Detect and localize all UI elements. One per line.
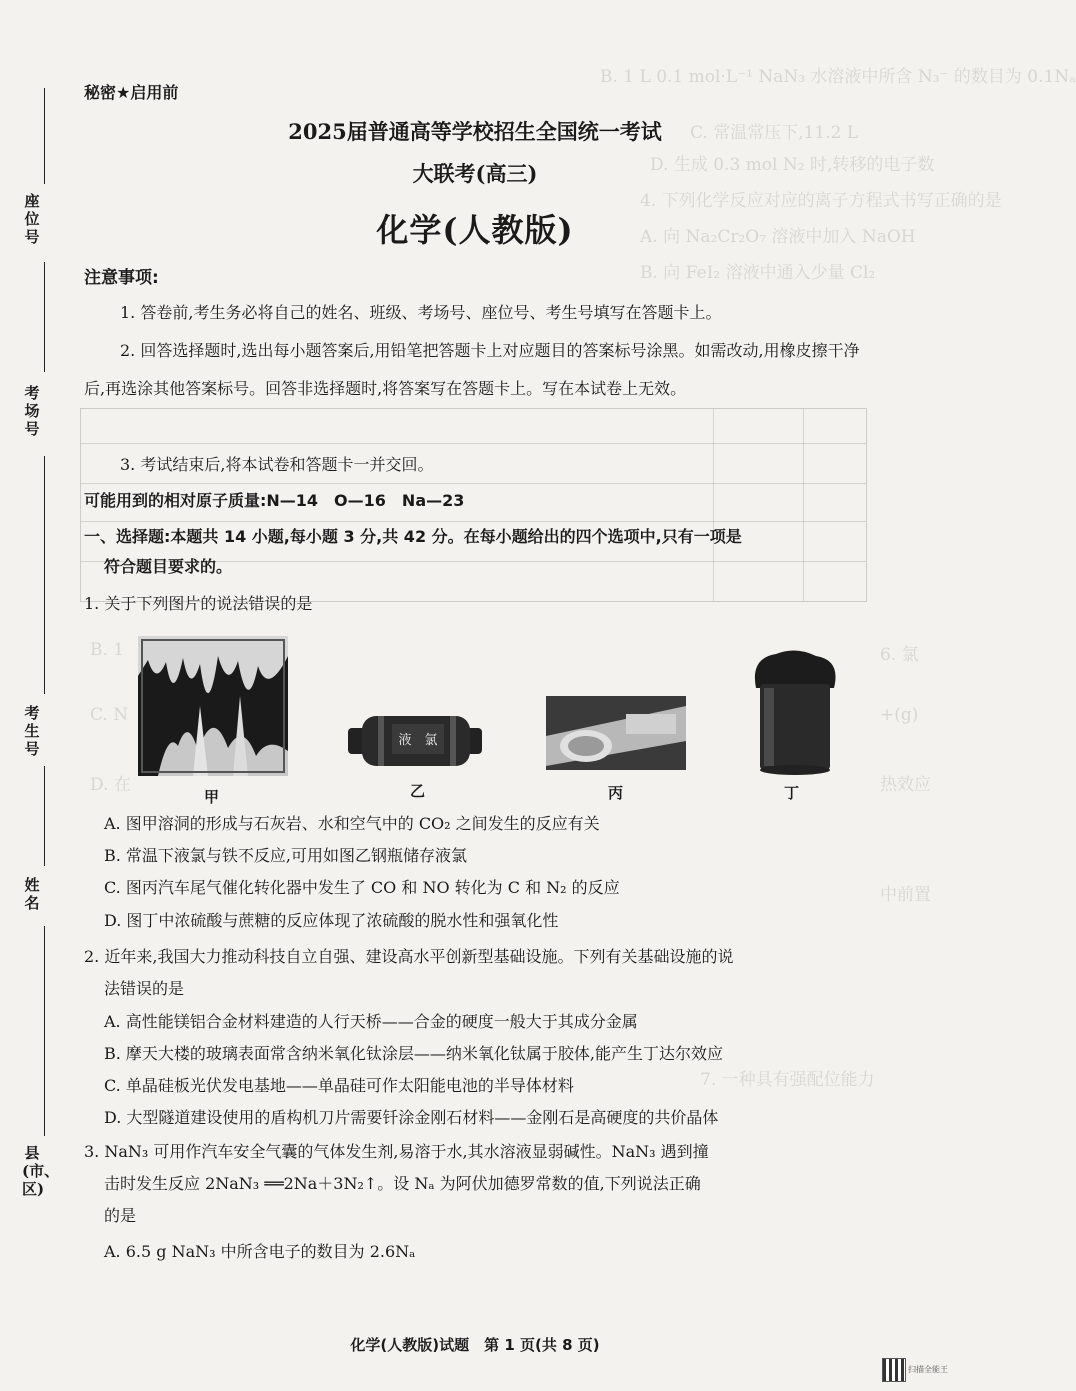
margin-label-seat: 座位号 [24, 192, 40, 246]
bleed-text: 6. 氯 [880, 645, 919, 665]
margin-line [44, 262, 45, 372]
question-2-option-c: C. 单晶硅板光伏发电基地——单晶硅可作太阳能电池的半导体材料 [104, 1076, 574, 1095]
question-1-stem: 1. 关于下列图片的说法错误的是 [84, 594, 313, 613]
note-item: 1. 答卷前,考生务必将自己的姓名、班级、考场号、座位号、考生号填写在答题卡上。 [120, 303, 722, 322]
bleed-text: D. 生成 0.3 mol N₂ 时,转移的电子数 [650, 155, 935, 175]
subject-title: 化学(人教版) [376, 211, 574, 249]
margin-label-room: 考场号 [24, 384, 40, 438]
margin-line [44, 456, 45, 694]
bleed-text: B. 1 [90, 640, 125, 660]
question-2-stem [84, 941, 874, 1005]
sugar-carbonization-photo [746, 648, 842, 776]
cave-photo [138, 636, 288, 776]
caption-jia: 甲 [204, 788, 220, 806]
confidential-mark: 秘密★启用前 [84, 83, 179, 102]
catalytic-converter-photo [546, 696, 686, 770]
bleed-text: 7. 一种具有强配位能力 [700, 1070, 875, 1090]
bleed-text: 4. 下列化学反应对应的离子方程式书写正确的是 [640, 191, 1002, 211]
bleed-text: C. 常温常压下,11.2 L [690, 123, 859, 143]
question-3-option-a: A. 6.5 g NaN₃ 中所含电子的数目为 2.6Nₐ [104, 1242, 416, 1261]
bleed-text: B. 向 FeI₂ 溶液中通入少量 Cl₂ [640, 263, 876, 283]
bleed-text: A. 向 Na₂Cr₂O₇ 溶液中加入 NaOH [640, 227, 916, 247]
margin-label-county: 县(市、区) [22, 1144, 60, 1198]
question-2-option-d: D. 大型隧道建设使用的盾构机刀片需要钎涂金刚石材料——金刚石是高硬度的共价晶体 [104, 1108, 719, 1127]
question-1-option-b: B. 常温下液氯与铁不反应,可用如图乙钢瓶储存液氯 [104, 846, 468, 865]
question-2-stem-line1: 2. 近年来,我国大力推动科技自立自强、建设高水平创新型基础设施。下列有关基础设施的说 [84, 947, 734, 966]
caption-ding: 丁 [784, 784, 800, 802]
margin-label-name: 姓名 [24, 876, 40, 912]
exam-title: 2025届普通高等学校招生全国统一考试 [288, 119, 662, 144]
question-1-option-d: D. 图丁中浓硫酸与蔗糖的反应体现了浓硫酸的脱水性和强氧化性 [104, 911, 559, 930]
question-3-stem [84, 1136, 874, 1232]
note-item: 2. 回答选择题时,选出每小题答案后,用铅笔把答题卡上对应题目的答案标号涂黑。如需改动,用橡皮擦干净后,再选涂其他答案标号。回答非选择题时,将答案写在答题卡上。写在本试卷上无效。 [84, 341, 860, 398]
bleed-text: B. 1 L 0.1 mol·L⁻¹ NaN₃ 水溶液中所含 N₃⁻ 的数目为 0.1Nₐ [600, 67, 1076, 87]
question-3-stem-line1: 3. NaN₃ 可用作汽车安全气囊的气体发生剂,易溶于水,其水溶液显弱碱性。NaN₃ 遇到撞 [84, 1142, 709, 1161]
question-3-stem-line3: 的是 [104, 1206, 137, 1225]
scanner-watermark: 扫描全能王 [908, 1365, 948, 1374]
chlorine-cylinder-photo [346, 710, 486, 770]
note-item: 3. 考试结束后,将本试卷和答题卡一并交回。 [120, 455, 434, 474]
caption-bing: 丙 [608, 784, 624, 802]
bleed-text: C. N [90, 705, 129, 725]
caption-yi: 乙 [410, 782, 426, 800]
question-2-stem-line2: 法错误的是 [104, 979, 185, 998]
qr-code-icon [882, 1358, 906, 1382]
exam-subtitle: 大联考(高三) [412, 161, 538, 186]
cylinder-label: 液 氯 [398, 733, 438, 748]
question-1-option-c: C. 图丙汽车尾气催化转化器中发生了 CO 和 NO 转化为 C 和 N₂ 的反应 [104, 878, 620, 897]
section-heading [84, 522, 874, 582]
section-heading-line1: 一、选择题:本题共 14 小题,每小题 3 分,共 42 分。在每小题给出的四个选项中,只有一项是 [84, 527, 742, 546]
margin-line [44, 926, 45, 1136]
question-1-option-a: A. 图甲溶洞的形成与石灰岩、水和空气中的 CO₂ 之间发生的反应有关 [104, 814, 600, 833]
atomic-masses: 可能用到的相对原子质量:N—14 O—16 Na—23 [84, 491, 465, 510]
bleed-text: D. 在 [90, 775, 131, 795]
bleed-text: +(g) [880, 705, 919, 725]
bleed-text: 中前置 [880, 885, 931, 905]
margin-line [44, 766, 45, 866]
section-heading-line2: 符合题目要求的。 [104, 557, 233, 576]
question-2-option-a: A. 高性能镁铝合金材料建造的人行天桥——合金的硬度一般大于其成分金属 [104, 1012, 638, 1031]
question-2-option-b: B. 摩天大楼的玻璃表面常含纳米氧化钛涂层——纳米氧化钛属于胶体,能产生丁达尔效应 [104, 1044, 724, 1063]
margin-label-student: 考生号 [24, 704, 40, 758]
page-footer: 化学(人教版)试题 第 1 页(共 8 页) [350, 1336, 600, 1354]
notes-title: 注意事项: [84, 268, 159, 288]
question-3-stem-line2: 击时发生反应 2NaN₃ ══2Na＋3N₂↑。设 Nₐ 为阿伏加德罗常数的值,下列说法正确 [104, 1174, 701, 1193]
bleed-text: 热效应 [880, 775, 931, 795]
